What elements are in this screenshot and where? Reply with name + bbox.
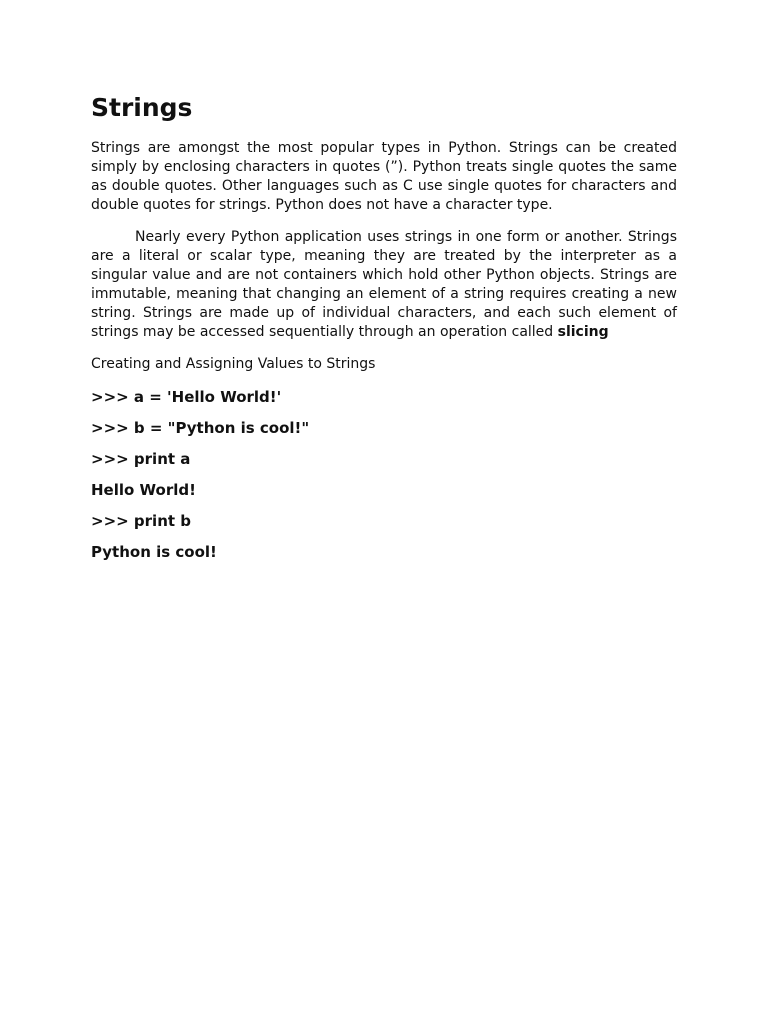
code-line: >>> print b [91, 512, 192, 530]
slicing-term: slicing [557, 324, 609, 340]
intro-paragraph: Strings are amongst the most popular types in Python. Strings can be created simply by enclosing characters in quotes (”). Python treats single quotes the same as double quotes. Other languages such as C use single quotes for characters and double quotes for strings. Python does not have a character type. [91, 140, 677, 213]
document-title: Strings [91, 93, 193, 122]
description-paragraph [91, 228, 677, 342]
section-subheading: Creating and Assigning Values to Strings [91, 356, 376, 372]
code-line: >>> print a [91, 450, 191, 468]
code-output-line: Python is cool! [91, 543, 217, 561]
description-paragraph-text: Nearly every Python application uses strings in one form or another. Strings are a literal or scalar type, meaning they are treated by the interpreter as a singular value and are not containers which hold other Python objects. Strings are immutable, meaning that changing an element of a string requires creating a new string. Strings are made up of individual characters, and each such element of strings may be accessed sequentially through an operation called [91, 229, 677, 340]
code-line: >>> a = 'Hello World!' [91, 388, 282, 406]
code-line: >>> b = "Python is cool!" [91, 419, 310, 437]
code-output-line: Hello World! [91, 481, 196, 499]
